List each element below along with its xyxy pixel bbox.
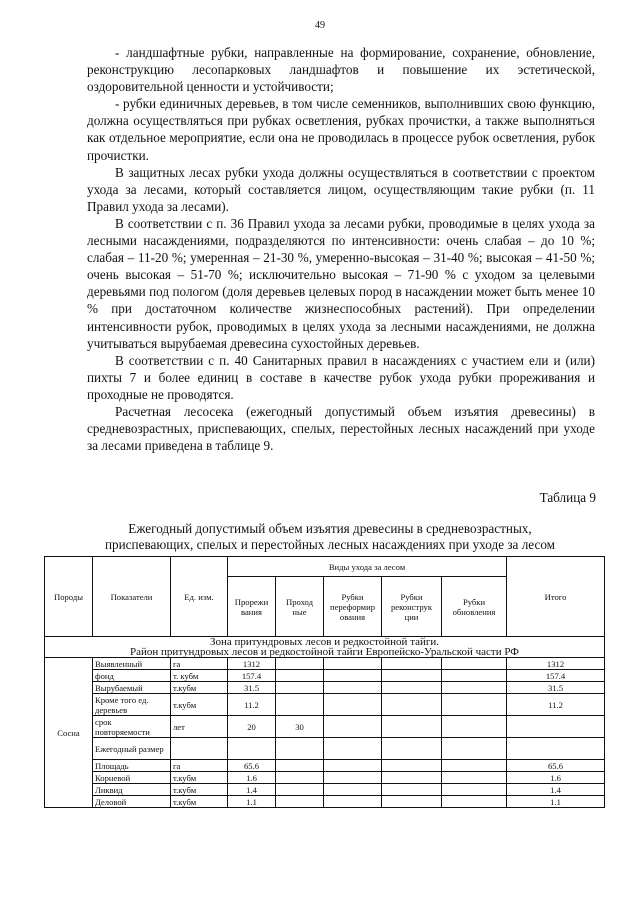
cell-unit: т.кубм — [171, 796, 228, 808]
cell-renewal — [442, 784, 507, 796]
cell-reconstruct — [382, 670, 442, 682]
header-species: Породы — [45, 557, 93, 637]
cell-reconstruct — [382, 784, 442, 796]
cell-passage — [276, 694, 324, 716]
cell-reform — [324, 760, 382, 772]
table-row — [45, 772, 605, 784]
cell-reform — [324, 772, 382, 784]
cell-thinning: 1.6 — [228, 772, 276, 784]
header-reconstruct: Рубки реконструк ции — [382, 577, 442, 637]
cell-thinning: 1312 — [228, 658, 276, 670]
zone-line: Район притундровых лесов и редкостойной тайги Европейско-Уральской части РФ — [130, 646, 519, 658]
cell-reform — [324, 784, 382, 796]
table-label: Таблица 9 — [539, 490, 596, 505]
cell-total: 1.4 — [507, 784, 605, 796]
cell-unit: т.кубм — [171, 784, 228, 796]
cell-total: 65.6 — [507, 760, 605, 772]
zone-title — [45, 637, 605, 658]
species-cell: Сосна — [45, 658, 93, 808]
table-caption — [44, 521, 616, 553]
cell-unit: т.кубм — [171, 682, 228, 694]
cell-reform — [324, 694, 382, 716]
cell-renewal — [442, 738, 507, 760]
cell-renewal — [442, 670, 507, 682]
cell-reconstruct — [382, 760, 442, 772]
cell-unit: га — [171, 760, 228, 772]
paragraph: В соответствии с п. 40 Санитарных правил в насаждениях с участием ели и (или) пихты 7 и более единиц в составе в качестве рубок ухода рубки прореживания и проходные не проводятся. — [87, 352, 595, 402]
body-text — [87, 44, 595, 454]
cell-passage — [276, 738, 324, 760]
cell-total — [507, 738, 605, 760]
header-care-types: Виды ухода за лесом — [228, 557, 507, 577]
table-row — [45, 716, 605, 738]
cell-passage — [276, 658, 324, 670]
table-row — [45, 784, 605, 796]
cell-indicator: фонд — [93, 670, 171, 682]
cell-unit — [171, 738, 228, 760]
cell-renewal — [442, 796, 507, 808]
cell-indicator: Выявленный — [93, 658, 171, 670]
cell-passage: 30 — [276, 716, 324, 738]
cell-renewal — [442, 772, 507, 784]
header-unit: Ед. изм. — [171, 557, 228, 637]
cell-indicator: срок повторяемости — [93, 716, 171, 738]
table-row — [45, 796, 605, 808]
cell-indicator: Кроме того ед. деревьев — [93, 694, 171, 716]
cell-reform — [324, 658, 382, 670]
cell-reconstruct — [382, 796, 442, 808]
cell-renewal — [442, 682, 507, 694]
cell-unit: т.кубм — [171, 772, 228, 784]
cell-reconstruct — [382, 694, 442, 716]
cell-total: 1312 — [507, 658, 605, 670]
header-thinning: Прорежи вания — [228, 577, 276, 637]
cell-passage — [276, 796, 324, 808]
cell-unit: лет — [171, 716, 228, 738]
cell-renewal — [442, 760, 507, 772]
cell-indicator: Ежегодный размер — [93, 738, 171, 760]
cell-reform — [324, 670, 382, 682]
cell-reconstruct — [382, 772, 442, 784]
cell-passage — [276, 760, 324, 772]
cell-reform — [324, 716, 382, 738]
table-row — [45, 658, 605, 670]
cell-reconstruct — [382, 738, 442, 760]
cell-total: 11.2 — [507, 694, 605, 716]
cell-thinning: 11.2 — [228, 694, 276, 716]
caption-line: Ежегодный допустимый объем изъятия древесины в средневозрастных, — [128, 521, 532, 536]
cell-reform — [324, 682, 382, 694]
cell-renewal — [442, 658, 507, 670]
zone-line: Зона притундровых лесов и редкостойной тайги. — [209, 636, 440, 648]
header-renewal: Рубки обновления — [442, 577, 507, 637]
header-row — [45, 557, 605, 577]
cell-unit: т. кубм — [171, 670, 228, 682]
zone-row — [45, 637, 605, 658]
cell-reform — [324, 738, 382, 760]
cell-unit: га — [171, 658, 228, 670]
header-passage: Проход ные — [276, 577, 324, 637]
page-number: 49 — [315, 20, 325, 31]
paragraph: - рубки единичных деревьев, в том числе семенников, выполнивших свою функцию, должна осуществляться при рубках осветления, рубках прочистки, а также выполняться как отдельное мероприятие, если она не проводилась в процессе рубок осветления, рубок прочистки. — [87, 96, 595, 163]
cell-indicator: Вырубаемый — [93, 682, 171, 694]
cell-total: 1.6 — [507, 772, 605, 784]
cell-renewal — [442, 694, 507, 716]
paragraph: Расчетная лесосека (ежегодный допустимый объем изъятия древесины) в средневозрастных, приспевающих, спелых, перестойных лесных насаждений при уходе за лесами приведена в таблице 9. — [87, 403, 595, 454]
cell-total: 31.5 — [507, 682, 605, 694]
table-row — [45, 670, 605, 682]
table-row — [45, 682, 605, 694]
cell-renewal — [442, 716, 507, 738]
paragraph: В соответствии с п. 36 Правил ухода за лесами рубки, проводимые в целях ухода за лесными насаждениями, подразделяются по интенсивности: очень слабая – до 10 %; слабая – 11-20 %; умеренная – 21-30 %, умеренно-высокая – 31-40 %; высокая – 41-50 %; очень высокая – 51-70 %; исключительно высокая – 71-90 % с уходом за целевыми деревьями под пологом (доля деревьев целевых пород в насаждении может быть менее 10 % при достаточном количестве жизнеспособных растений). При определении интенсивности рубок, проводимых в целях ухода за лесными насаждениями, не должна учитываться вырубаемая древесина сухостойных деревьев. — [87, 215, 595, 351]
cell-passage — [276, 772, 324, 784]
cell-unit: т.кубм — [171, 694, 228, 716]
cell-passage — [276, 784, 324, 796]
cell-indicator: Деловой — [93, 796, 171, 808]
cell-indicator: Площадь — [93, 760, 171, 772]
cell-indicator: Корневой — [93, 772, 171, 784]
header-reform: Рубки переформир ования — [324, 577, 382, 637]
cell-thinning: 31.5 — [228, 682, 276, 694]
paragraph: В защитных лесах рубки ухода должны осуществляться в соответствии с проектом ухода за лесами, который составляется лицом, осуществляющим такие рубки (п. 11 Правил ухода за лесами). — [87, 164, 595, 214]
cell-thinning: 20 — [228, 716, 276, 738]
cell-total: 157.4 — [507, 670, 605, 682]
cell-passage — [276, 682, 324, 694]
cell-passage — [276, 670, 324, 682]
cell-reconstruct — [382, 682, 442, 694]
cell-total: 1.1 — [507, 796, 605, 808]
cell-total — [507, 716, 605, 738]
paragraph: - ландшафтные рубки, направленные на формирование, сохранение, обновление, реконструкцию лесопарковых ландшафтов и повышение их эстетической, оздоровительной ценности и устойчивости; — [87, 45, 595, 95]
cell-reconstruct — [382, 716, 442, 738]
cell-reform — [324, 796, 382, 808]
caption-line: приспевающих, спелых и перестойных лесных насаждениях при уходе за лесом — [104, 537, 556, 552]
cell-thinning — [228, 738, 276, 760]
cell-thinning: 1.1 — [228, 796, 276, 808]
header-total: Итого — [507, 557, 605, 637]
harvest-table — [44, 556, 605, 808]
table-row — [45, 738, 605, 760]
cell-indicator: Ликвид — [93, 784, 171, 796]
cell-thinning: 157.4 — [228, 670, 276, 682]
table-row — [45, 760, 605, 772]
header-indicators: Показатели — [93, 557, 171, 637]
cell-thinning: 1.4 — [228, 784, 276, 796]
table-row — [45, 694, 605, 716]
cell-thinning: 65.6 — [228, 760, 276, 772]
cell-reconstruct — [382, 658, 442, 670]
